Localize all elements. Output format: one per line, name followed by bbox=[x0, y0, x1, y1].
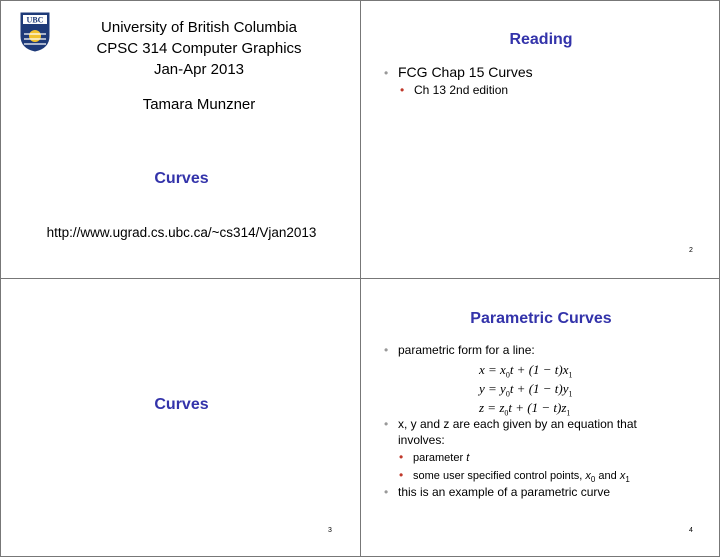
course-name: CPSC 314 Computer Graphics bbox=[96, 40, 302, 57]
page-number: 3 bbox=[328, 527, 332, 534]
bullet-item: • FCG Chap 15 Curves bbox=[384, 64, 533, 80]
bullet-icon: • bbox=[399, 468, 404, 482]
bullet-icon: • bbox=[400, 83, 405, 97]
bullet-icon: • bbox=[384, 343, 389, 357]
slide-title: Parametric Curves bbox=[470, 310, 612, 327]
bullet-icon: • bbox=[384, 417, 389, 431]
author: Tamara Munzner bbox=[142, 96, 256, 113]
bullet-item: • x, y and z are each given by an equation that bbox=[384, 417, 637, 431]
slide-4 bbox=[360, 278, 720, 557]
slide-title: Reading bbox=[509, 31, 573, 48]
bullet-item: • parametric form for a line: bbox=[384, 343, 535, 357]
equation-z: $z = z_0t + (1 - t)z_1$ bbox=[479, 400, 571, 418]
sub-bullet-item: • parameter t bbox=[399, 450, 470, 464]
sub-bullet-item: • Ch 13 2nd edition bbox=[400, 83, 509, 97]
page-number: 4 bbox=[689, 527, 693, 534]
slide-title: Curves bbox=[154, 170, 209, 187]
university-name: University of British Columbia bbox=[101, 19, 297, 36]
bullet-item: • this is an example of a parametric curve bbox=[384, 485, 611, 499]
page-number: 2 bbox=[689, 247, 693, 254]
term: Jan-Apr 2013 bbox=[153, 61, 245, 78]
ubc-logo-icon bbox=[20, 12, 50, 52]
logo-text: UBC bbox=[26, 15, 44, 25]
equation-x: $x = x_0t + (1 - t)x_1$ bbox=[479, 362, 573, 380]
course-url[interactable]: http://www.ugrad.cs.ubc.ca/~cs314/Vjan2013 bbox=[46, 225, 317, 240]
equation-y: $y = y_0t + (1 - t)y_1$ bbox=[479, 381, 573, 399]
slide-2 bbox=[360, 0, 720, 279]
slide-1 bbox=[0, 0, 361, 279]
sub-bullet-item: • some user specified control points, $x_0$ and $x_1$ bbox=[399, 468, 630, 485]
bullet-icon: • bbox=[399, 450, 404, 464]
slide-title: Curves bbox=[154, 396, 209, 413]
slide-3 bbox=[0, 278, 361, 557]
bullet-icon: • bbox=[384, 485, 389, 499]
bullet-continuation: involves: bbox=[398, 433, 445, 447]
bullet-icon: • bbox=[384, 66, 389, 80]
